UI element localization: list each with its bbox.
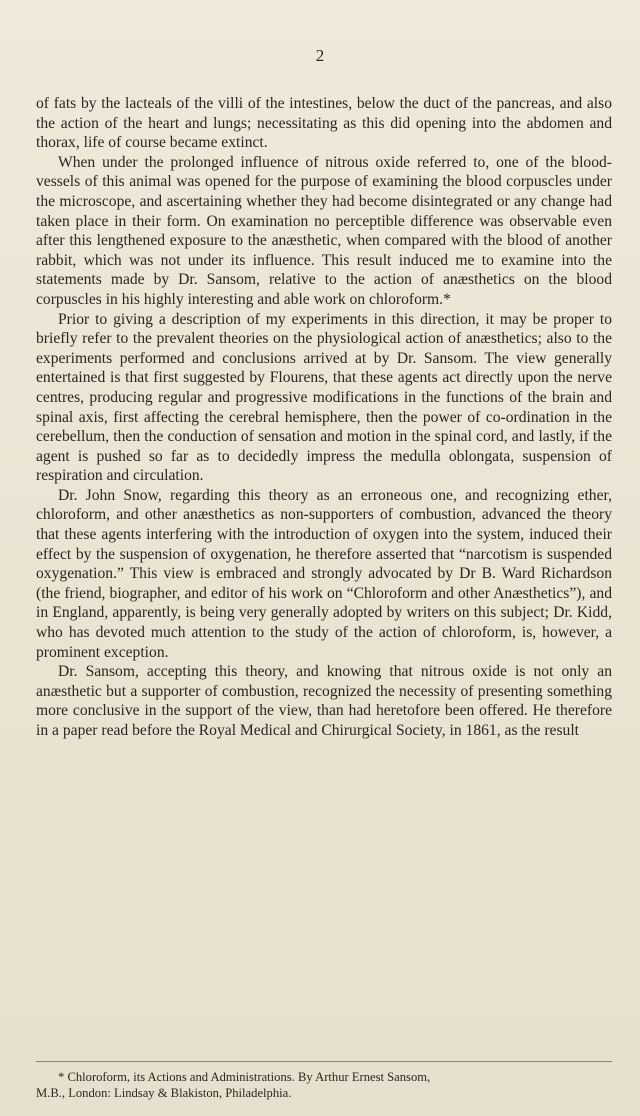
footnote-line-1: * Chloroform, its Actions and Administrations. By Arthur Ernest Sansom,	[58, 1070, 431, 1084]
page-number: 2	[315, 46, 325, 65]
footnote	[36, 1069, 612, 1101]
paragraph-4: Dr. John Snow, regarding this theory as an erroneous one, and recognizing ether, chloroform, and other anæsthetics as non-supporters of combustion, advanced the theory that these agents interfering with the introduction of oxygen into the system, induced their effect by the suspension of oxygenation, he therefore asserted that “narcotism is suspended oxygenation.” This view is embraced and strongly advocated by Dr B. Ward Richardson (the friend, biographer, and editor of his work on “Chloroform and other Anæsthetics”), and in England, apparently, is being very generally adopted by writers on this subject; Dr. Kidd, who has devoted much attention to the study of the action of chloroform, is, however, a prominent exception.	[36, 486, 612, 661]
paragraph-2: When under the prolonged influence of nitrous oxide referred to, one of the blood-vessels of this animal was opened for the purpose of examining the blood corpuscles under the microscope, and ascertaining whether they had become disintegrated or any change had taken place in their form. On examination no perceptible difference was observable even after this lengthened exposure to the anæsthetic, when compared with the blood of another rabbit, which was not under its influence. This result induced me to examine into the statements made by Dr. Sansom, relative to the action of anæsthetics on the blood corpuscles in his highly interesting and able work on chloroform.*	[36, 153, 612, 308]
paragraph-5: Dr. Sansom, accepting this theory, and knowing that nitrous oxide is not only an anæsthetic but a supporter of combustion, recognized the necessity of presenting something more conclusive in the support of the view, than had heretofore been offered. He therefore in a paper read before the Royal Medical and Chirurgical Society, in 1861, as the result	[36, 663, 612, 739]
body-text	[36, 94, 612, 741]
paragraph-3: Prior to giving a description of my experiments in this direction, it may be proper to briefly refer to the prevalent theories on the physiological action of anæsthetics; also to the experiments performed and conclusions arrived at by Dr. Sansom. The view generally entertained is that first suggested by Flourens, that these agents act directly upon the nerve centres, producing regular and progressive modifications in the functions of the brain and spinal axis, first affecting the cerebral hemisphere, then the power of co-ordination in the cerebellum, then the conduction of sensation and motion in the spinal cord, and lastly, if the agent is pushed so far as to decidedly impress the medulla oblongata, suspension of respiration and circulation.	[36, 310, 612, 485]
footnote-divider	[36, 1061, 612, 1062]
paragraph-1: of fats by the lacteals of the villi of the intestines, below the duct of the pancreas, and also the action of the heart and lungs; necessitating as this did opening into the abdomen and thorax, life of course became extinct.	[36, 95, 612, 152]
footnote-line-2: M.B., London: Lindsay & Blakiston, Philadelphia.	[36, 1086, 292, 1100]
